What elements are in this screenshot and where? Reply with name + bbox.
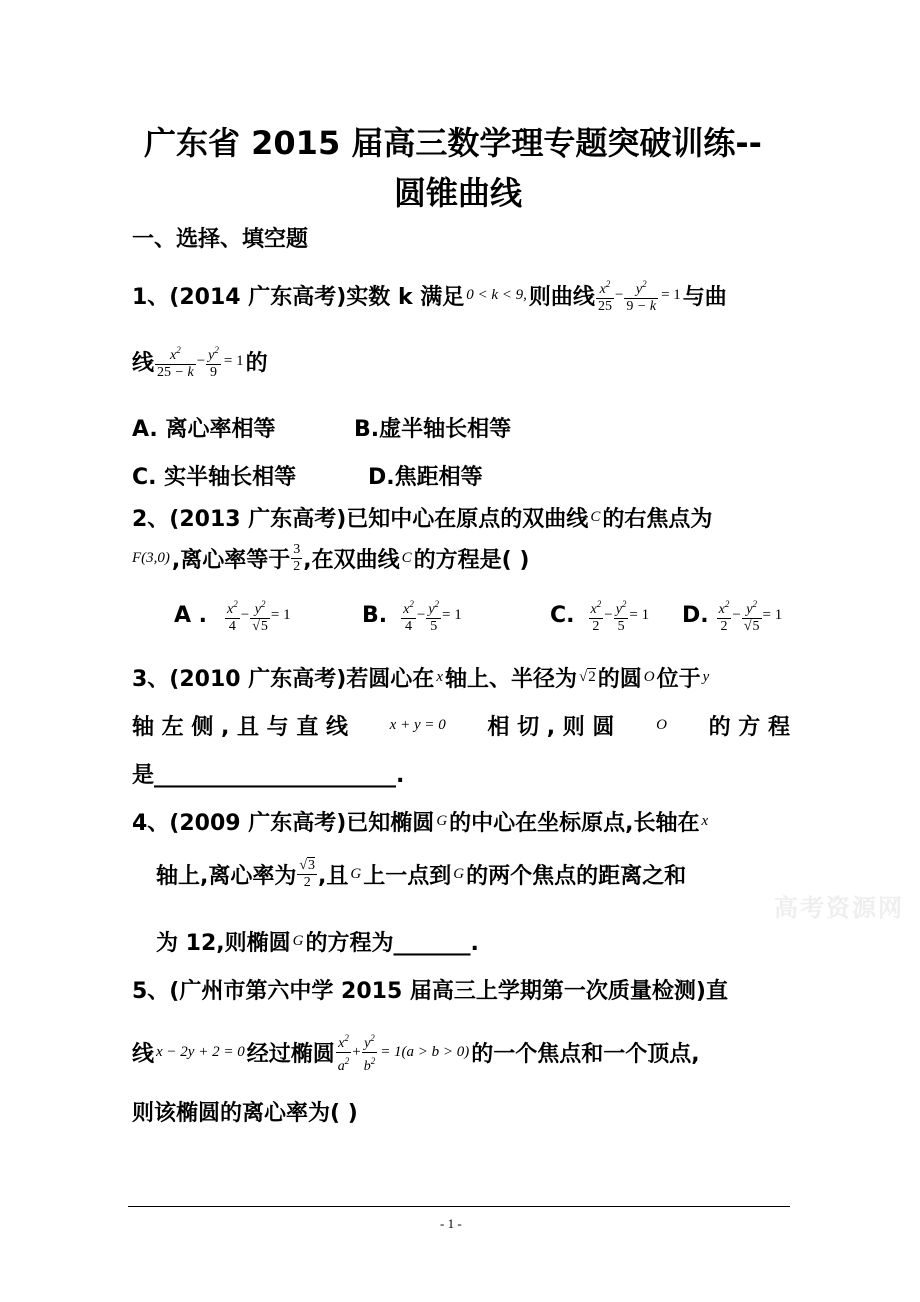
q4-line3-b: 的方程为_______. — [305, 931, 479, 956]
question-4-line3 — [156, 926, 479, 957]
q3-line2-c: 的 方 程 — [708, 715, 790, 740]
q3-t2: 的圆 — [597, 667, 642, 692]
q2-tail: 的右焦点为 — [602, 507, 713, 532]
q4-var-g: G — [436, 813, 448, 829]
q1-frac-x2-25k: $\frac{x^2}{25 - k}$ — [157, 345, 194, 380]
watermark: 高考资源网 — [774, 894, 904, 922]
question-5-line3: 则该椭圆的离心率为( ) — [132, 1101, 358, 1126]
q4-line3-a: 为 12,则椭圆 — [156, 931, 291, 956]
q2-mid2: ,在双曲线 — [303, 548, 400, 573]
q4-var-g2: G — [350, 866, 362, 882]
question-4-line2 — [156, 858, 686, 891]
q4-prefix: 4、(2009 广东高考)已知椭圆 — [132, 811, 435, 836]
q1-mid: 则曲线 — [528, 285, 595, 310]
q5-line-eq: x − 2y + 2 = 0 — [156, 1044, 245, 1060]
q4-line2-b: ,且 — [318, 864, 349, 889]
question-4-line1 — [132, 806, 708, 837]
q3-t3: 位于 — [656, 667, 701, 692]
q1-frac-y2-9k: $\frac{y^2}{9 - k}$ — [626, 279, 657, 314]
q5-line2-c: 的一个焦点和一个顶点, — [471, 1042, 700, 1067]
question-3-line2 — [132, 710, 790, 741]
q1-frac-x2-25: $\frac{x^2}{25}$ — [597, 279, 612, 314]
q1-frac-y2-9: $\frac{y^2}{9}$ — [208, 345, 219, 380]
q2-var-c2: C — [401, 550, 412, 566]
question-3-line3: 是______________________. — [132, 763, 405, 788]
q2-option-b: B. $\frac{x^2}{4}$ − $\frac{y^2}{5}$ = 1 — [362, 599, 462, 634]
q2-focus: F(3,0) — [132, 550, 170, 566]
q2-option-c: C. $\frac{x^2}{2}$ − $\frac{y^2}{5}$ = 1 — [550, 599, 650, 634]
q1-option-c: C. 实半轴长相等 — [132, 465, 297, 490]
q1-prefix: 1、(2014 广东高考)实数 k 满足 — [132, 285, 465, 310]
question-1-line1: 1、(2014 广东高考)实数 k 满足 0 < k < 9, 则曲线 $\frac{x^2}{25}$ − $\frac{y^2}{9 - k}$ = 1 与曲 — [132, 276, 727, 315]
q3-line2-a: 轴 左 侧 , 且 与 直 线 — [132, 715, 348, 740]
q4-t1: 的中心在坐标原点,长轴在 — [449, 811, 700, 836]
q3-var-o: O — [643, 669, 655, 685]
q1-line2-start: 线 — [132, 351, 155, 376]
footer-divider — [128, 1206, 790, 1207]
question-5-line2: 线 x − 2y + 2 = 0 经过椭圆 $\frac{x^2}{a^2}$ + $\frac{y^2}{b^2}$ = 1(a > b > 0) 的一个焦点和一个顶点, — [132, 1030, 700, 1075]
page-number: - 1 - — [440, 1216, 462, 1231]
q3-prefix: 3、(2010 广东高考)若圆心在 — [132, 667, 435, 692]
q4-var-g3: G — [453, 866, 465, 882]
q2-var-c: C — [590, 509, 601, 525]
q5-frac-x2-a2: $\frac{x^2}{a^2}$ — [337, 1033, 350, 1074]
q2-end: 的方程是( ) — [413, 548, 530, 573]
q3-var-x: x — [436, 669, 443, 685]
q2-option-a: A . $\frac{x^2}{4}$ − $\frac{y^2}{√5}$ = 1 — [174, 599, 291, 634]
section-heading: 一、选择、填空题 — [132, 227, 309, 252]
q2-option-a-label: A . — [174, 603, 208, 628]
q3-line-eq: x + y = 0 — [389, 717, 446, 733]
q4-frac-sqrt3-2: $\frac{√3}{2}$ — [299, 858, 316, 890]
q2-option-b-label: B. — [362, 603, 388, 628]
q2-option-d: D. $\frac{x^2}{2}$ − $\frac{y^2}{√5}$ = 1 — [682, 599, 783, 634]
q2-option-d-label: D. — [682, 603, 709, 628]
q3-var-y: y — [702, 669, 710, 685]
q3-t1: 轴上、半径为 — [444, 667, 577, 692]
q4-line2-c: 上一点到 — [363, 864, 452, 889]
q2-prefix: 2、(2013 广东高考)已知中心在原点的双曲线 — [132, 507, 589, 532]
q1-tail: 与曲 — [682, 285, 727, 310]
q3-var-o2: O — [656, 717, 667, 733]
q2-option-c-label: C. — [550, 603, 575, 628]
q5-line2-b: 经过椭圆 — [246, 1042, 335, 1067]
q1-option-a: A. 离心率相等 — [132, 417, 276, 442]
question-3-line1 — [132, 662, 709, 693]
q1-option-b: B.虚半轴长相等 — [354, 417, 512, 442]
q1-line2-end: 的 — [245, 351, 268, 376]
q1-option-d: D.焦距相等 — [368, 465, 483, 490]
q3-radius: √2 — [579, 669, 596, 685]
q5-frac-y2-b2: $\frac{y^2}{b^2}$ — [363, 1033, 376, 1074]
doc-title-line2: 圆锥曲线 — [394, 174, 523, 212]
q2-mid: ,离心率等于 — [171, 548, 291, 573]
q4-line2-a: 轴上,离心率为 — [156, 864, 297, 889]
q5-line2-a: 线 — [132, 1042, 155, 1067]
doc-title-line1: 广东省 2015 届高三数学理专题突破训练-- — [144, 124, 762, 162]
question-2-line2 — [132, 542, 529, 575]
q4-line2-d: 的两个焦点的距离之和 — [466, 864, 687, 889]
q2-frac-3-2: $\frac{3}{2}$ — [293, 542, 301, 574]
question-2-line1 — [132, 502, 712, 533]
q3-line2-b: 相 切 , 则 圆 — [487, 715, 615, 740]
q1-condition: 0 < k < 9, — [466, 287, 527, 303]
q5-condition: = 1(a > b > 0) — [380, 1044, 470, 1060]
q4-var-g4: G — [292, 933, 304, 949]
question-1-line2: 线 $\frac{x^2}{25 - k}$ − $\frac{y^2}{9}$ = 1 的 — [132, 342, 268, 381]
q4-var-x: x — [701, 813, 709, 829]
question-5-line1: 5、(广州市第六中学 2015 届高三上学期第一次质量检测)直 — [132, 979, 728, 1004]
